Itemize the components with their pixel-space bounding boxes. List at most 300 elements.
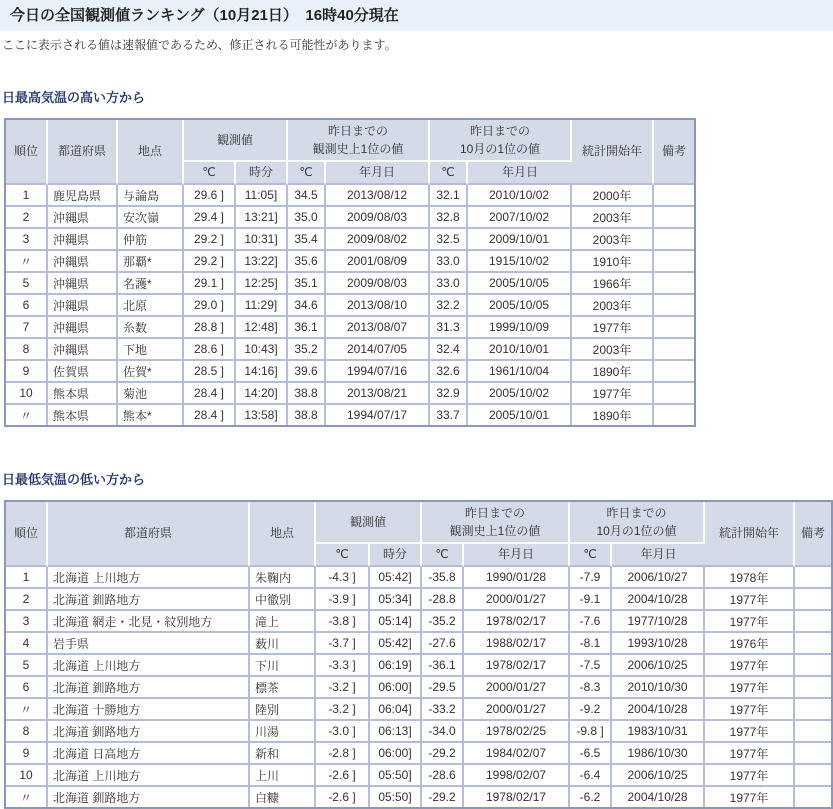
subheader-celsius: ℃ xyxy=(316,544,370,567)
table-cell xyxy=(654,405,694,425)
table-cell: 2014/07/05 xyxy=(326,339,430,361)
table-cell: 〃 xyxy=(6,787,48,807)
table-cell: 2010/10/02 xyxy=(468,185,572,207)
table-cell: 1984/02/07 xyxy=(464,743,570,765)
table-cell: 3 xyxy=(6,229,48,251)
table-cell: 沖縄県 xyxy=(48,339,118,361)
table-cell: 6 xyxy=(6,295,48,317)
table-cell: 沖縄県 xyxy=(48,317,118,339)
table-cell: 2004/10/28 xyxy=(612,589,705,611)
table-cell: 29.2 ] xyxy=(184,251,236,273)
table-cell: 上川 xyxy=(250,765,316,787)
table-row xyxy=(6,655,831,677)
table-cell: 11:29] xyxy=(236,295,288,317)
min-temp-table-header xyxy=(6,502,831,567)
table-cell: 2003年 xyxy=(572,229,654,251)
table-cell: 06:00] xyxy=(370,743,422,765)
table-cell: 31.3 xyxy=(430,317,468,339)
table-cell: 〃 xyxy=(6,251,48,273)
table-cell: 熊本県 xyxy=(48,405,118,425)
table-cell xyxy=(654,317,694,339)
table-cell: 32.8 xyxy=(430,207,468,229)
table-cell: 北海道 釧路地方 xyxy=(48,677,250,699)
table-cell: 2013/08/21 xyxy=(326,383,430,405)
table-cell: 1961/10/04 xyxy=(468,361,572,383)
table-row xyxy=(6,567,831,589)
table-cell: 29.2 ] xyxy=(184,229,236,251)
table-cell: 2003年 xyxy=(572,295,654,317)
table-cell: 7 xyxy=(6,317,48,339)
table-cell: 2007/10/02 xyxy=(468,207,572,229)
table-cell: -3.9 ] xyxy=(316,589,370,611)
table-cell: 朱鞠内 xyxy=(250,567,316,589)
table-cell: 沖縄県 xyxy=(48,273,118,295)
table-cell: 1978/02/25 xyxy=(464,721,570,743)
table-cell: 34.6 xyxy=(288,295,326,317)
table-cell xyxy=(654,295,694,317)
table-row xyxy=(6,207,694,229)
table-cell: 2005/10/01 xyxy=(468,405,572,425)
header-remarks: 備考 xyxy=(654,120,694,185)
subheader-celsius: ℃ xyxy=(430,162,468,185)
table-cell: 2010/10/30 xyxy=(612,677,705,699)
table-row xyxy=(6,633,831,655)
table-cell: -28.6 xyxy=(422,765,464,787)
table-cell: 38.8 xyxy=(288,383,326,405)
table-cell: 下地 xyxy=(118,339,184,361)
table-cell: -3.2 ] xyxy=(316,677,370,699)
table-cell: 1994/07/16 xyxy=(326,361,430,383)
subheader-celsius: ℃ xyxy=(422,544,464,567)
table-cell: 1993/10/28 xyxy=(612,633,705,655)
table-cell: 2013/08/07 xyxy=(326,317,430,339)
table-cell: -35.2 xyxy=(422,611,464,633)
table-cell xyxy=(795,655,831,677)
header-october-record xyxy=(430,120,572,162)
table-cell: 14:20] xyxy=(236,383,288,405)
table-cell: 28.4 ] xyxy=(184,405,236,425)
table-cell xyxy=(795,677,831,699)
table-cell: 9 xyxy=(6,361,48,383)
table-cell: 標茶 xyxy=(250,677,316,699)
header-prefecture: 都道府県 xyxy=(48,120,118,185)
table-cell: -28.8 xyxy=(422,589,464,611)
table-cell: -3.2 ] xyxy=(316,699,370,721)
table-cell: 2 xyxy=(6,207,48,229)
table-cell: 薮川 xyxy=(250,633,316,655)
table-cell: 35.6 xyxy=(288,251,326,273)
table-cell: -29.2 xyxy=(422,743,464,765)
table-cell xyxy=(795,567,831,589)
table-cell: 12:48] xyxy=(236,317,288,339)
table-cell: 1999/10/09 xyxy=(468,317,572,339)
table-cell: 29.1 ] xyxy=(184,273,236,295)
table-cell: 白糠 xyxy=(250,787,316,807)
table-cell: 1910年 xyxy=(572,251,654,273)
table-cell: 36.1 xyxy=(288,317,326,339)
table-cell: 1915/10/02 xyxy=(468,251,572,273)
table-cell: 1977年 xyxy=(705,677,795,699)
table-cell: 2013/08/10 xyxy=(326,295,430,317)
table-cell: 2000/01/27 xyxy=(464,589,570,611)
table-cell: 10:43] xyxy=(236,339,288,361)
table-cell: 1977年 xyxy=(705,611,795,633)
table-cell: 北原 xyxy=(118,295,184,317)
table-cell: 6 xyxy=(6,677,48,699)
table-cell xyxy=(795,611,831,633)
table-cell: 1990/01/28 xyxy=(464,567,570,589)
table-cell: -2.6 ] xyxy=(316,787,370,807)
table-cell: -6.4 xyxy=(570,765,612,787)
table-cell: -6.5 xyxy=(570,743,612,765)
table-cell: -33.2 xyxy=(422,699,464,721)
table-cell: -3.8 ] xyxy=(316,611,370,633)
table-cell: 北海道 上川地方 xyxy=(48,655,250,677)
table-cell: -2.8 ] xyxy=(316,743,370,765)
table-cell: 2005/10/02 xyxy=(468,383,572,405)
table-cell xyxy=(654,339,694,361)
table-cell: 9 xyxy=(6,743,48,765)
table-row xyxy=(6,251,694,273)
table-cell: 33.0 xyxy=(430,251,468,273)
table-cell: 35.2 xyxy=(288,339,326,361)
table-cell: 13:58] xyxy=(236,405,288,425)
table-cell: 1977年 xyxy=(705,743,795,765)
header-prefecture: 都道府県 xyxy=(48,502,250,567)
table-cell: 1978/02/17 xyxy=(464,611,570,633)
table-row xyxy=(6,317,694,339)
table-cell xyxy=(654,361,694,383)
preliminary-note: ここに表示される値は速報値であるため、修正される可能性があります。 xyxy=(2,38,397,52)
table-cell: 1890年 xyxy=(572,361,654,383)
table-cell: 2004/10/28 xyxy=(612,787,705,807)
table-cell: 05:42] xyxy=(370,633,422,655)
header-october-record xyxy=(570,502,705,544)
table-cell: 沖縄県 xyxy=(48,229,118,251)
table-cell: 29.6 ] xyxy=(184,185,236,207)
table-cell: 那覇* xyxy=(118,251,184,273)
table-cell: 32.6 xyxy=(430,361,468,383)
table-cell: 2000/01/27 xyxy=(464,677,570,699)
table-cell: 5 xyxy=(6,273,48,295)
table-cell: -35.8 xyxy=(422,567,464,589)
table-cell: 鹿児島県 xyxy=(48,185,118,207)
table-cell: 10 xyxy=(6,383,48,405)
header-record-line2: 観測史上1位の値 xyxy=(312,142,404,156)
table-cell: 2005/10/05 xyxy=(468,273,572,295)
table-cell xyxy=(795,589,831,611)
table-cell: 佐賀県 xyxy=(48,361,118,383)
section-title-min-temp: 日最低気温の低い方から xyxy=(2,472,146,487)
table-cell: 1 xyxy=(6,185,48,207)
table-cell: -9.2 xyxy=(570,699,612,721)
table-cell: 1977年 xyxy=(705,765,795,787)
table-cell: 2009/08/03 xyxy=(326,207,430,229)
table-cell: 2013/08/12 xyxy=(326,185,430,207)
table-cell: 北海道 釧路地方 xyxy=(48,589,250,611)
table-cell xyxy=(654,251,694,273)
table-cell: 28.4 ] xyxy=(184,383,236,405)
table-cell: 佐賀* xyxy=(118,361,184,383)
table-cell: 1977年 xyxy=(705,699,795,721)
table-cell xyxy=(654,185,694,207)
table-cell: 沖縄県 xyxy=(48,295,118,317)
table-cell: 06:19] xyxy=(370,655,422,677)
page-title: 今日の全国観測値ランキング（10月21日） 16時40分現在 xyxy=(10,7,399,24)
table-cell: 3 xyxy=(6,611,48,633)
header-record-line2: 観測史上1位の値 xyxy=(449,524,541,538)
table-cell: 33.0 xyxy=(430,273,468,295)
table-cell: -7.9 xyxy=(570,567,612,589)
subheader-date: 年月日 xyxy=(326,162,430,185)
table-cell: 熊本* xyxy=(118,405,184,425)
table-cell: 14:16] xyxy=(236,361,288,383)
subheader-celsius: ℃ xyxy=(184,162,236,185)
table-cell: 2000/01/27 xyxy=(464,699,570,721)
table-cell: 1978/02/17 xyxy=(464,655,570,677)
table-cell xyxy=(654,383,694,405)
table-row xyxy=(6,611,831,633)
table-cell: 2006/10/25 xyxy=(612,655,705,677)
header-october-line2: 10月の1位の値 xyxy=(596,524,677,538)
table-cell xyxy=(795,699,831,721)
table-cell: 35.1 xyxy=(288,273,326,295)
table-cell: -3.7 ] xyxy=(316,633,370,655)
table-cell: 05:14] xyxy=(370,611,422,633)
table-cell xyxy=(795,787,831,807)
table-cell: 1986/10/30 xyxy=(612,743,705,765)
max-temp-table xyxy=(4,118,696,427)
table-cell: 沖縄県 xyxy=(48,251,118,273)
table-cell: -2.6 ] xyxy=(316,765,370,787)
table-row xyxy=(6,721,831,743)
table-cell: 1977年 xyxy=(705,655,795,677)
table-cell: 2009/08/03 xyxy=(326,273,430,295)
page-title-bar xyxy=(0,0,833,31)
table-cell xyxy=(654,207,694,229)
table-cell: 滝上 xyxy=(250,611,316,633)
table-cell: 1978年 xyxy=(705,567,795,589)
table-cell: 35.4 xyxy=(288,229,326,251)
table-cell: 1966年 xyxy=(572,273,654,295)
table-row xyxy=(6,765,831,787)
table-cell: -7.6 xyxy=(570,611,612,633)
table-cell: -8.1 xyxy=(570,633,612,655)
table-cell: 29.4 ] xyxy=(184,207,236,229)
table-cell xyxy=(795,633,831,655)
header-record-value xyxy=(422,502,570,544)
max-temp-table-header xyxy=(6,120,694,185)
header-observed-value: 観測値 xyxy=(316,502,422,544)
table-cell xyxy=(795,765,831,787)
table-cell: 1977年 xyxy=(705,721,795,743)
table-row xyxy=(6,339,694,361)
table-cell: 北海道 釧路地方 xyxy=(48,787,250,807)
table-row xyxy=(6,699,831,721)
table-cell: 05:34] xyxy=(370,589,422,611)
table-cell: 8 xyxy=(6,721,48,743)
header-record-line1: 昨日までの xyxy=(328,124,389,138)
table-cell: -29.2 xyxy=(422,787,464,807)
table-cell: 糸数 xyxy=(118,317,184,339)
table-cell: 38.8 xyxy=(288,405,326,425)
table-cell: 33.7 xyxy=(430,405,468,425)
table-cell: 北海道 十勝地方 xyxy=(48,699,250,721)
table-cell: -6.2 xyxy=(570,787,612,807)
table-cell: 1977年 xyxy=(572,317,654,339)
table-cell: 1983/10/31 xyxy=(612,721,705,743)
table-cell: 名護* xyxy=(118,273,184,295)
table-cell xyxy=(795,721,831,743)
table-cell: 中徹別 xyxy=(250,589,316,611)
max-temp-table-body xyxy=(6,185,694,425)
subheader-celsius: ℃ xyxy=(570,544,612,567)
table-cell: 2009/08/02 xyxy=(326,229,430,251)
table-cell: 12:25] xyxy=(236,273,288,295)
table-cell: 06:00] xyxy=(370,677,422,699)
table-cell: -34.0 xyxy=(422,721,464,743)
header-october-line1: 昨日までの xyxy=(606,506,667,520)
table-cell: 13:22] xyxy=(236,251,288,273)
table-cell: 1976年 xyxy=(705,633,795,655)
table-cell: 沖縄県 xyxy=(48,207,118,229)
table-cell: -4.3 ] xyxy=(316,567,370,589)
table-cell: 34.5 xyxy=(288,185,326,207)
table-cell: 1978/02/17 xyxy=(464,787,570,807)
table-cell: -3.0 ] xyxy=(316,721,370,743)
table-cell: 岩手県 xyxy=(48,633,250,655)
table-cell: 北海道 釧路地方 xyxy=(48,721,250,743)
table-cell: 北海道 網走・北見・紋別地方 xyxy=(48,611,250,633)
header-record-line1: 昨日までの xyxy=(465,506,526,520)
table-cell: 〃 xyxy=(6,405,48,425)
table-cell: 1977/10/28 xyxy=(612,611,705,633)
table-cell: 陸別 xyxy=(250,699,316,721)
table-cell: 32.2 xyxy=(430,295,468,317)
table-row xyxy=(6,361,694,383)
table-cell: 35.0 xyxy=(288,207,326,229)
subheader-celsius: ℃ xyxy=(288,162,326,185)
table-cell: 2001/08/09 xyxy=(326,251,430,273)
table-cell: 1977年 xyxy=(572,383,654,405)
table-cell: 北海道 上川地方 xyxy=(48,567,250,589)
table-cell: 熊本県 xyxy=(48,383,118,405)
table-row xyxy=(6,589,831,611)
table-cell: 10 xyxy=(6,765,48,787)
table-row xyxy=(6,787,831,807)
table-cell: 32.5 xyxy=(430,229,468,251)
header-start-year: 統計開始年 xyxy=(572,120,654,185)
table-row xyxy=(6,295,694,317)
table-row xyxy=(6,743,831,765)
table-row xyxy=(6,405,694,425)
header-station: 地点 xyxy=(250,502,316,567)
table-cell: 28.8 ] xyxy=(184,317,236,339)
min-temp-table-body xyxy=(6,567,831,807)
table-cell xyxy=(654,229,694,251)
header-observed-value: 観測値 xyxy=(184,120,288,162)
header-rank: 順位 xyxy=(6,120,48,185)
header-record-value xyxy=(288,120,430,162)
table-cell: 〃 xyxy=(6,699,48,721)
table-cell: 1890年 xyxy=(572,405,654,425)
table-cell: 11:05] xyxy=(236,185,288,207)
table-cell: -36.1 xyxy=(422,655,464,677)
table-cell: 4 xyxy=(6,633,48,655)
table-cell: 菊池 xyxy=(118,383,184,405)
table-cell: 39.6 xyxy=(288,361,326,383)
subheader-time: 時分 xyxy=(370,544,422,567)
table-cell: 下川 xyxy=(250,655,316,677)
table-cell: 2000年 xyxy=(572,185,654,207)
min-temp-table xyxy=(4,500,833,809)
table-cell: 2009/10/01 xyxy=(468,229,572,251)
subheader-date: 年月日 xyxy=(464,544,570,567)
table-cell: 32.4 xyxy=(430,339,468,361)
table-cell: 2010/10/01 xyxy=(468,339,572,361)
table-cell: 2003年 xyxy=(572,339,654,361)
table-cell: 28.6 ] xyxy=(184,339,236,361)
table-cell: -29.5 xyxy=(422,677,464,699)
header-start-year: 統計開始年 xyxy=(705,502,795,567)
table-cell: 新和 xyxy=(250,743,316,765)
table-cell: 06:13] xyxy=(370,721,422,743)
table-cell: 29.0 ] xyxy=(184,295,236,317)
table-cell: 川湯 xyxy=(250,721,316,743)
table-cell: -7.5 xyxy=(570,655,612,677)
table-cell: 2006/10/25 xyxy=(612,765,705,787)
table-cell: -9.8 ] xyxy=(570,721,612,743)
table-row xyxy=(6,677,831,699)
table-cell: 8 xyxy=(6,339,48,361)
table-cell: 1994/07/17 xyxy=(326,405,430,425)
table-cell: 2003年 xyxy=(572,207,654,229)
table-cell: -27.6 xyxy=(422,633,464,655)
table-cell: 2006/10/27 xyxy=(612,567,705,589)
header-october-line1: 昨日までの xyxy=(470,124,531,138)
table-cell: -8.3 xyxy=(570,677,612,699)
table-row xyxy=(6,185,694,207)
section-title-max-temp: 日最高気温の高い方から xyxy=(2,90,146,105)
table-cell xyxy=(654,273,694,295)
table-cell: 1977年 xyxy=(705,787,795,807)
table-row xyxy=(6,383,694,405)
table-cell: 05:42] xyxy=(370,567,422,589)
table-cell: 32.9 xyxy=(430,383,468,405)
header-october-line2: 10月の1位の値 xyxy=(460,142,541,156)
table-cell: 1988/02/17 xyxy=(464,633,570,655)
table-cell xyxy=(795,743,831,765)
table-cell: 1 xyxy=(6,567,48,589)
table-cell: 2004/10/28 xyxy=(612,699,705,721)
table-cell: 32.1 xyxy=(430,185,468,207)
table-row xyxy=(6,273,694,295)
subheader-date: 年月日 xyxy=(612,544,705,567)
table-cell: 2005/10/05 xyxy=(468,295,572,317)
header-station: 地点 xyxy=(118,120,184,185)
table-cell: 与論島 xyxy=(118,185,184,207)
subheader-time: 時分 xyxy=(236,162,288,185)
table-cell: 1998/02/07 xyxy=(464,765,570,787)
table-cell: 北海道 上川地方 xyxy=(48,765,250,787)
table-cell: 安次嶺 xyxy=(118,207,184,229)
table-cell: 2 xyxy=(6,589,48,611)
table-cell: 10:31] xyxy=(236,229,288,251)
header-rank: 順位 xyxy=(6,502,48,567)
table-cell: 13:21] xyxy=(236,207,288,229)
table-cell: -3.3 ] xyxy=(316,655,370,677)
header-remarks: 備考 xyxy=(795,502,831,567)
